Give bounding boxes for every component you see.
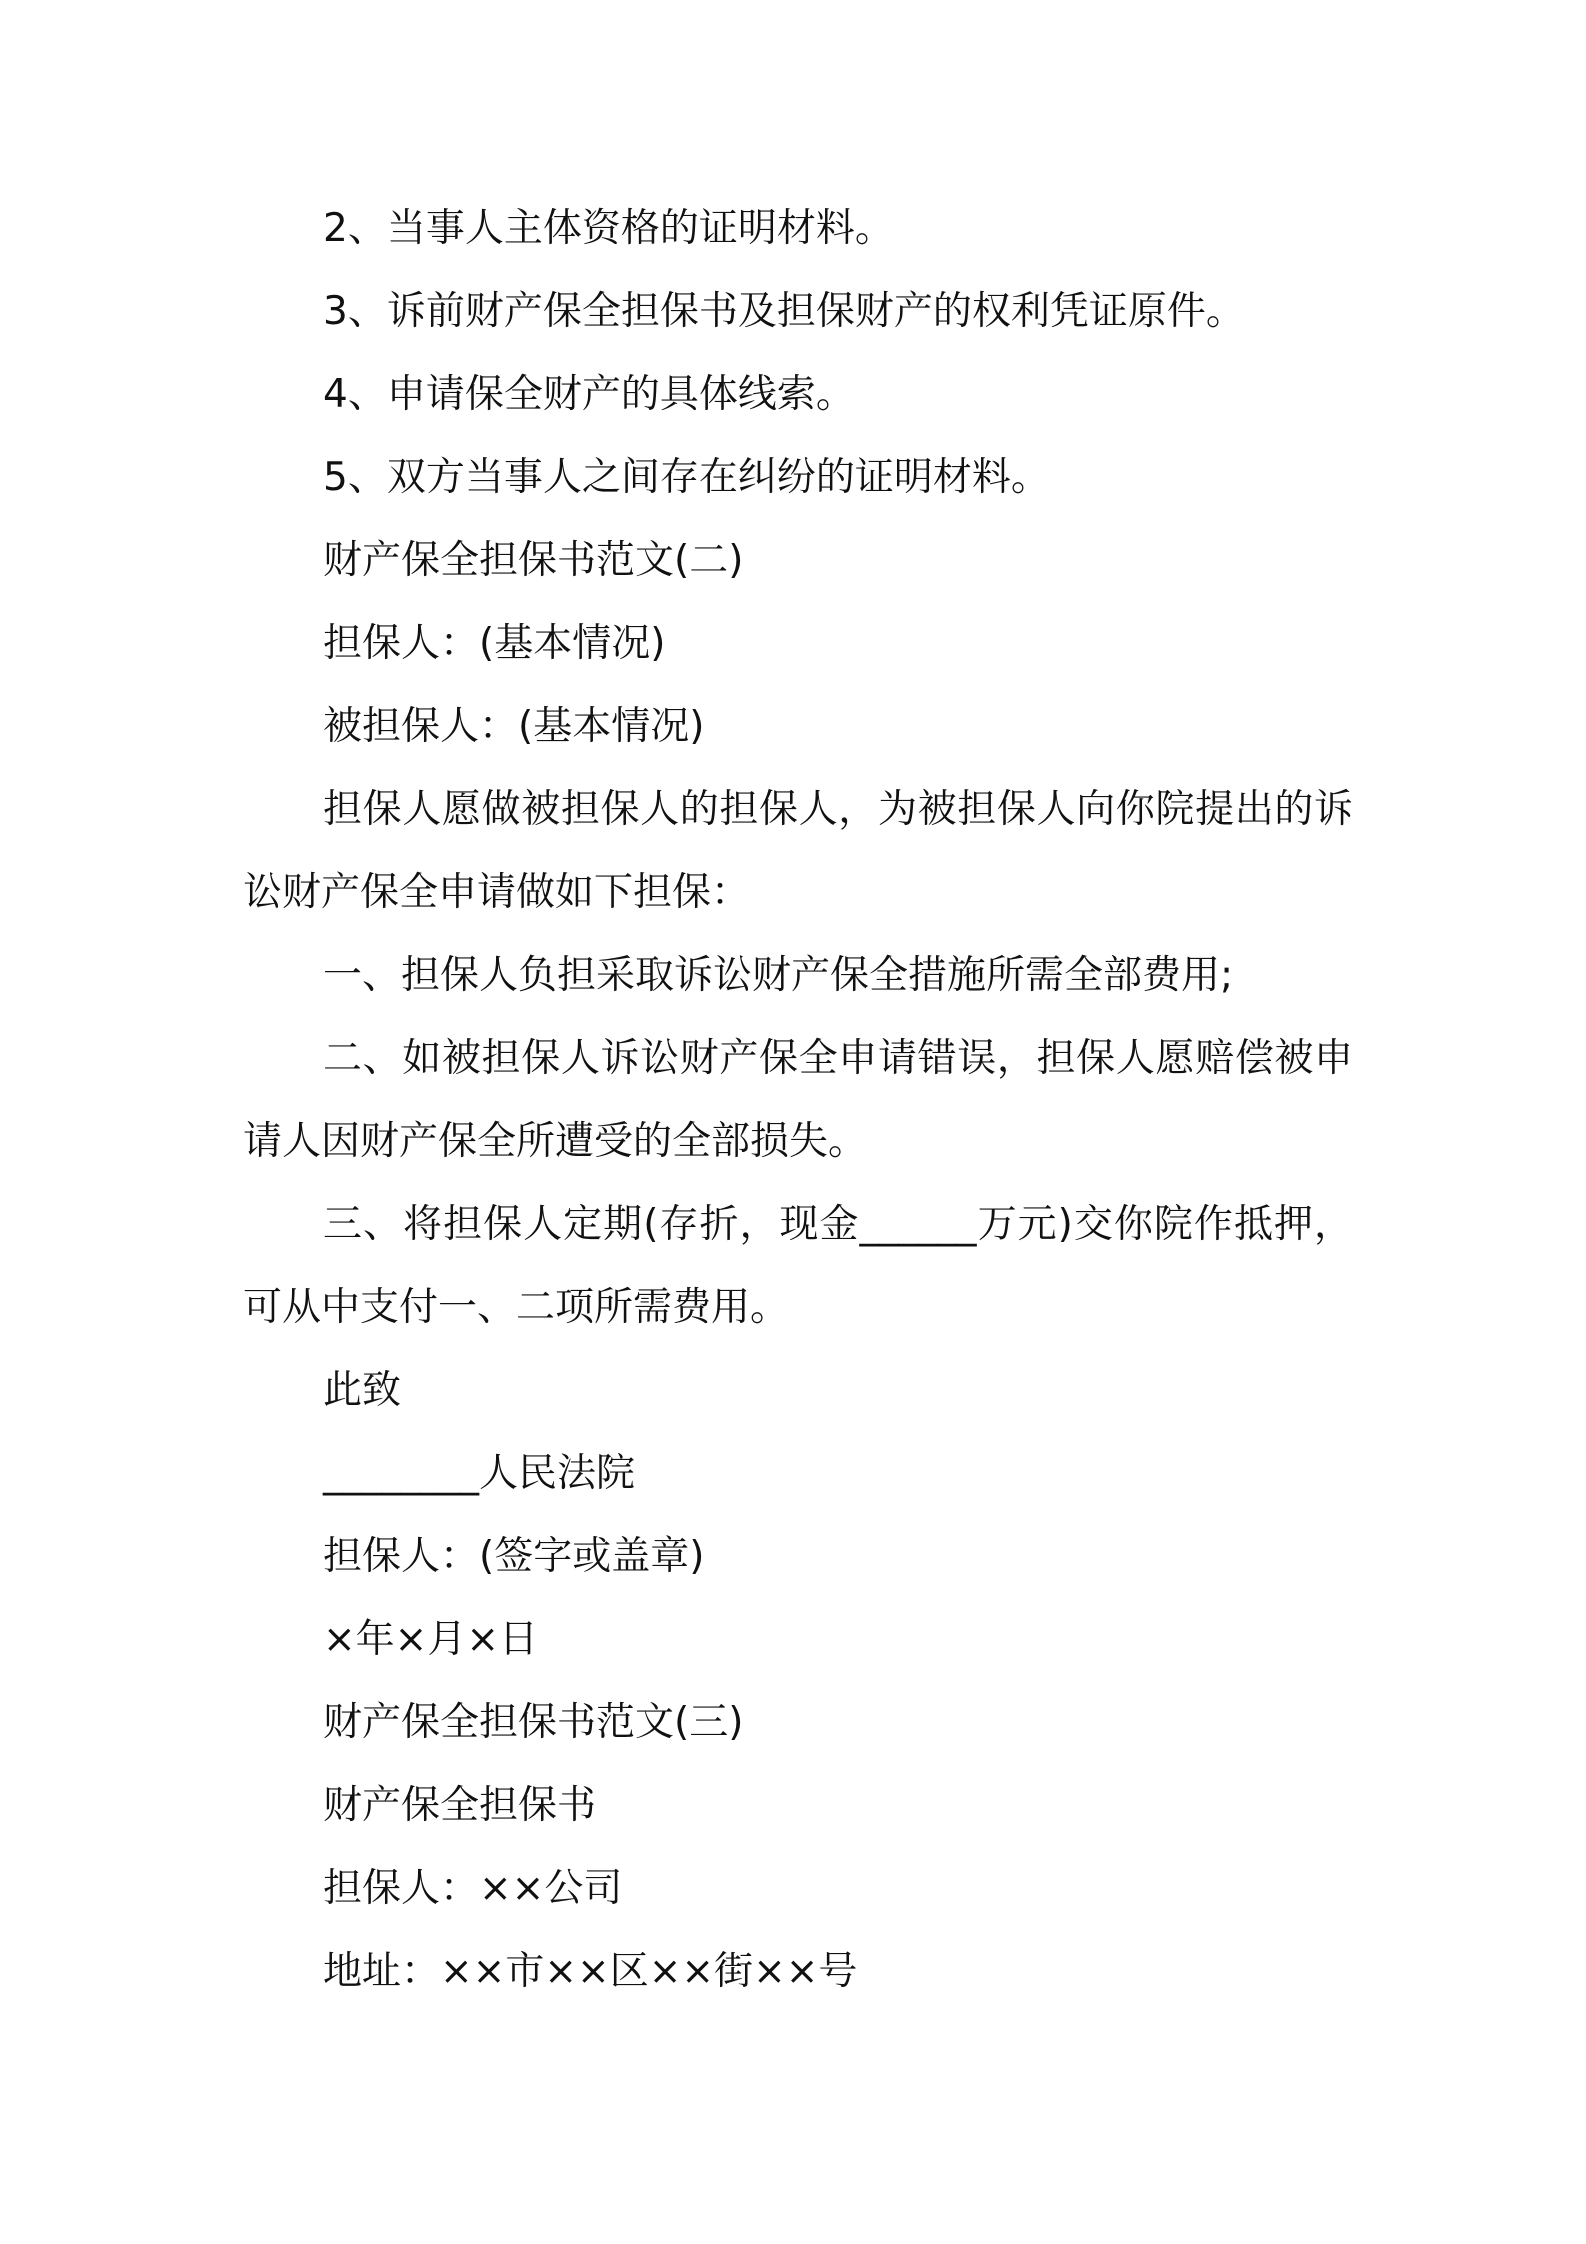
clause-one: 一、担保人负担采取诉讼财产保全措施所需全部费用; — [323, 953, 1234, 998]
list-item-2: 2、当事人主体资格的证明材料。 — [323, 206, 894, 251]
paragraph-line: 担保人愿做被担保人的担保人，为被担保人向你院提出的诉 — [323, 787, 1353, 832]
address-line: 地址：××市××区××街××号 — [323, 1949, 858, 1994]
clause-two-continued: 请人因财产保全所遭受的全部损失。 — [243, 1119, 868, 1164]
clause-three: 三、将担保人定期(存折，现金______万元)交你院作抵押， — [323, 1202, 1353, 1247]
guarantor-company-line: 担保人：××公司 — [323, 1866, 623, 1911]
guarantor-line: 担保人：(基本情况) — [323, 621, 666, 666]
signature-line: 担保人：(签字或盖章) — [323, 1534, 705, 1579]
clause-three-continued: 可从中支付一、二项所需费用。 — [243, 1285, 790, 1330]
clause-two: 二、如被担保人诉讼财产保全申请错误，担保人愿赔偿被申 — [323, 1036, 1353, 1081]
list-item-3: 3、诉前财产保全担保书及担保财产的权利凭证原件。 — [323, 289, 1245, 334]
date-line: ×年×月×日 — [323, 1617, 539, 1662]
court-name-line: ________人民法院 — [323, 1451, 636, 1496]
paragraph-line: 讼财产保全申请做如下担保： — [243, 870, 751, 915]
guaranteed-party-line: 被担保人：(基本情况) — [323, 704, 705, 749]
section-heading-sample-2: 财产保全担保书范文(二) — [323, 538, 744, 583]
document-title: 财产保全担保书 — [323, 1783, 597, 1828]
list-item-5: 5、双方当事人之间存在纠纷的证明材料。 — [323, 455, 1050, 500]
closing-salutation: 此致 — [323, 1368, 402, 1413]
section-heading-sample-3: 财产保全担保书范文(三) — [323, 1700, 744, 1745]
list-item-4: 4、申请保全财产的具体线索。 — [323, 372, 855, 417]
